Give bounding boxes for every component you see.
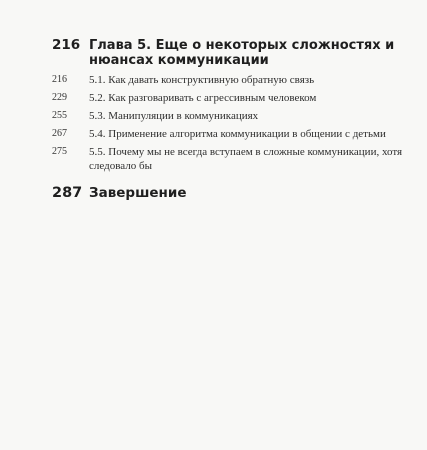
- toc-conclusion: [52, 185, 404, 201]
- chapter-title: Завершение: [89, 185, 187, 201]
- section-title: 5.4. Применение алгоритма коммуникации в общении с детьми: [89, 128, 386, 140]
- toc-section-5-5: [52, 145, 404, 173]
- table-of-contents: [52, 38, 404, 201]
- section-page-number: 216: [52, 74, 67, 85]
- toc-chapter-5: [52, 38, 404, 68]
- section-page-number: 275: [52, 146, 67, 157]
- toc-section-5-2: [52, 91, 404, 105]
- chapter-page-number: 287: [52, 185, 83, 201]
- section-title: 5.1. Как давать конструктивную обратную связь: [89, 74, 315, 86]
- section-page-number: 229: [52, 92, 67, 103]
- chapter-title: Глава 5. Еще о некоторых сложностях и нюансах коммуникации: [89, 38, 395, 68]
- section-page-number: 255: [52, 110, 67, 121]
- toc-section-5-1: [52, 73, 404, 87]
- toc-section-5-4: [52, 127, 404, 141]
- chapter-page-number: 216: [52, 37, 81, 53]
- section-title: 5.2. Как разговаривать с агрессивным человеком: [89, 92, 317, 104]
- toc-section-5-3: [52, 109, 404, 123]
- section-title: 5.3. Манипуляции в коммуникациях: [89, 110, 259, 122]
- toc-sections: [52, 73, 404, 173]
- section-title: 5.5. Почему мы не всегда вступаем в сложные коммуникации, хотя следовало бы: [89, 146, 403, 172]
- section-page-number: 267: [52, 128, 67, 139]
